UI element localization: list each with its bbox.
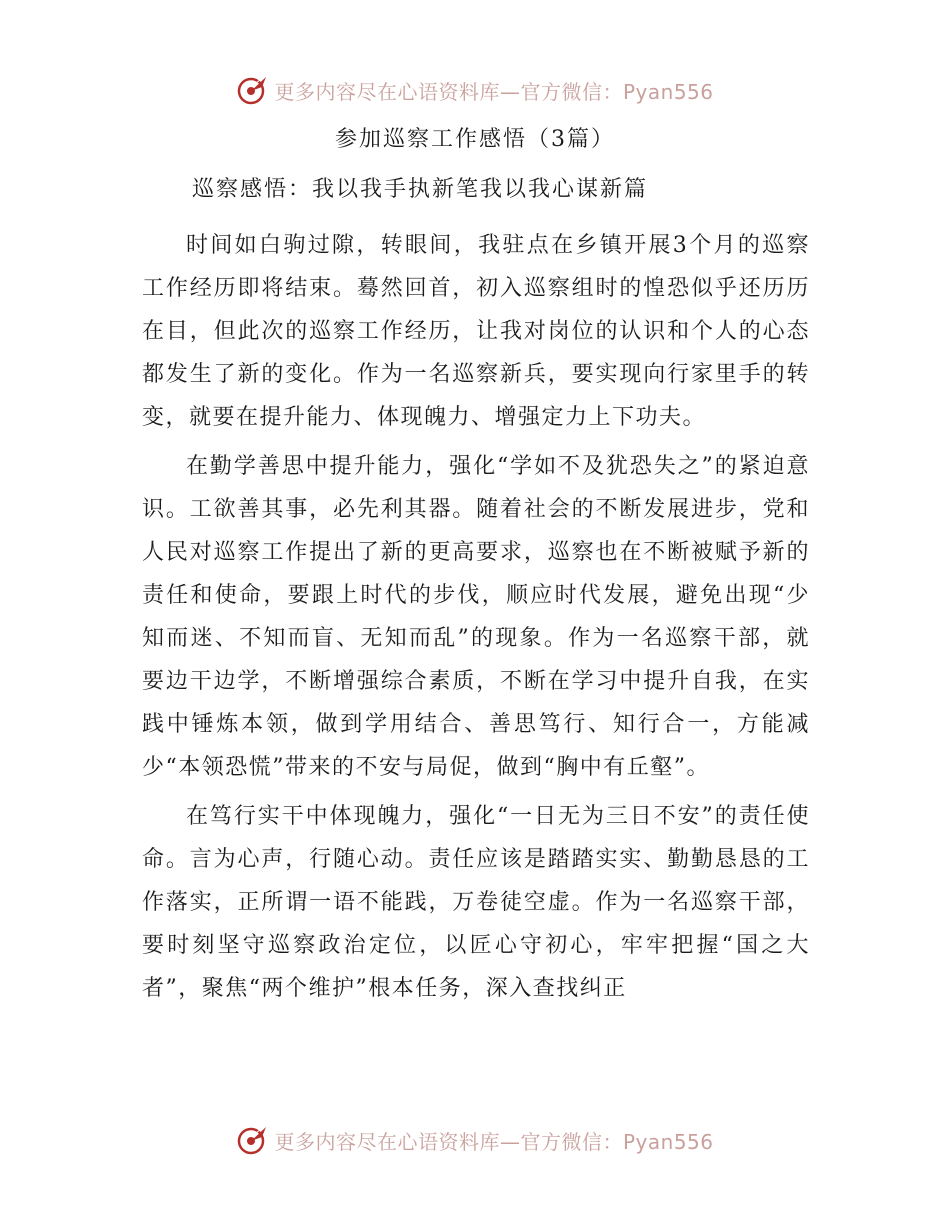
header-banner-text: 更多内容尽在心语资料库—官方微信：Pyan556: [274, 79, 714, 104]
paragraph: 在勤学善思中提升能力，强化“学如不及犹恐失之”的紧迫意识。工欲善其事，必先利其器。随着社会的不断发展进步，党和人民对巡察工作提出了新的更高要求，巡察也在不断被赋予新的责任和使命，要跟上时代的步伐，顺应时代发展，避免出现“少知而迷、不知而盲、无知而乱”的现象。作为一名巡察干部，就要边干边学，不断增强综合素质，不断在学习中提升自我，在实践中锤炼本领，做到学用结合、善思笃行、知行合一，方能减少“本领恐慌”带来的不安与局促，做到“胸中有丘壑”。: [142, 454, 810, 780]
header-banner: [0, 70, 950, 110]
paragraph: 时间如白驹过隙，转眼间，我驻点在乡镇开展3个月的巡察工作经历即将结束。蓦然回首，初入巡察组时的惶恐似乎还历历在目，但此次的巡察工作经历，让我对岗位的认识和个人的心态都发生了新的变化。作为一名巡察新兵，要实现向行家里手的转变，就要在提升能力、体现魄力、增强定力上下功夫。: [142, 233, 810, 430]
header-contact: Pyan556: [622, 79, 714, 104]
document-body: [142, 224, 810, 1016]
footer-contact: Pyan556: [622, 1129, 714, 1154]
paragraph: 在笃行实干中体现魄力，强化“一日无为三日不安”的责任使命。言为心声，行随心动。责任应该是踏踏实实、勤勤恳恳的工作落实，正所谓一语不能践，万卷徒空虚。作为一名巡察干部，要时刻坚守巡察政治定位，以匠心守初心，牢牢把握“国之大者”，聚焦“两个维护”根本任务，深入查找纠正: [142, 804, 810, 1001]
quill-pen-logo-icon: [236, 73, 270, 107]
footer-banner: [0, 1120, 950, 1160]
footer-banner-text: 更多内容尽在心语资料库—官方微信：Pyan556: [274, 1129, 714, 1154]
document-title: 参加巡察工作感悟（3篇）: [335, 127, 615, 152]
quill-pen-logo-icon: [236, 1123, 270, 1157]
document-subtitle: 巡察感悟：我以我手执新笔我以我心谋新篇: [192, 177, 649, 202]
